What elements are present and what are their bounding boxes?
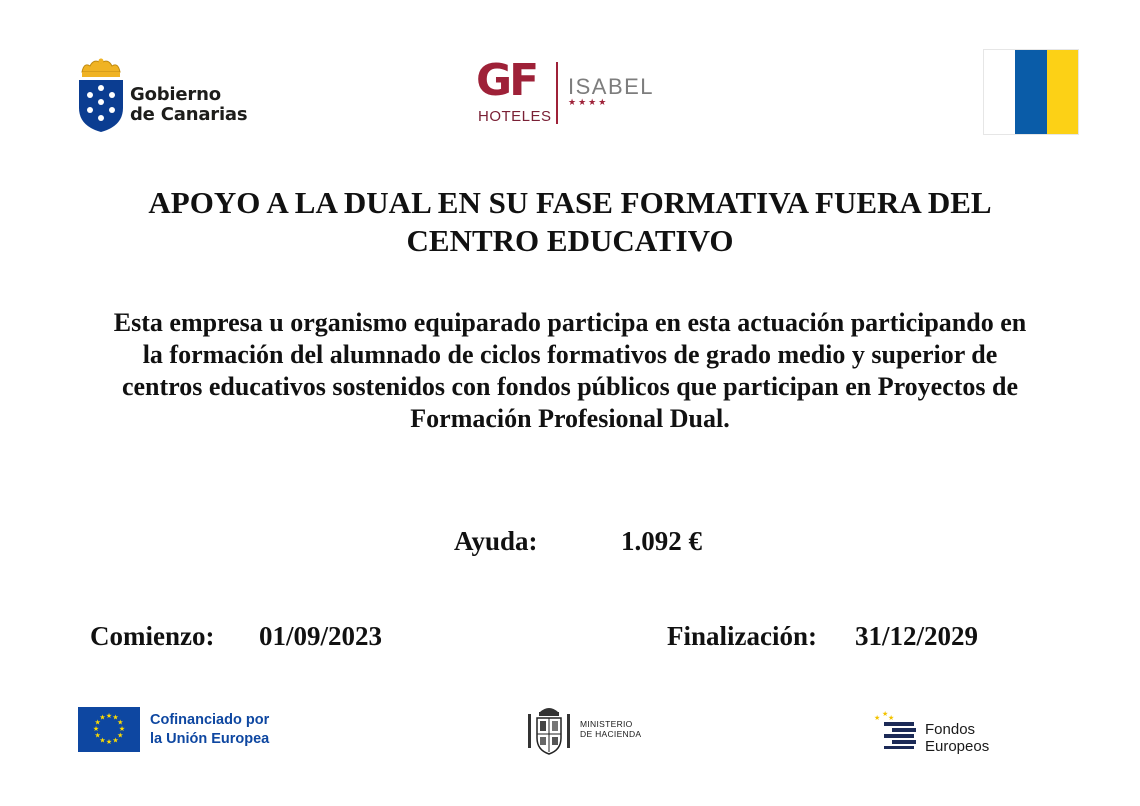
canary-islands-flag <box>984 50 1078 134</box>
hoteles-label: HOTELES <box>478 108 552 125</box>
svg-text:★: ★ <box>99 736 106 745</box>
fondos-europeos-text: Fondos Europeos <box>925 721 990 755</box>
svg-text:★: ★ <box>117 718 124 727</box>
svg-text:★: ★ <box>112 713 119 722</box>
finalizacion-date: 31/12/2029 <box>855 621 979 651</box>
fondos-europeos-icon <box>872 710 920 750</box>
finalizacion-label: Finalización: <box>667 621 817 651</box>
svg-text:★: ★ <box>882 710 889 718</box>
ministerio-hacienda-logo <box>524 704 654 756</box>
eu-cofinanced-logo <box>78 707 270 752</box>
logo-divider <box>556 62 558 124</box>
gobierno-de-canarias-wordmark: Gobierno de Canarias <box>130 84 248 125</box>
svg-text:★: ★ <box>117 731 124 740</box>
flag-stripe-yellow <box>1047 50 1078 134</box>
hotel-stars: ★★★★ <box>568 98 609 108</box>
gf-hoteles-isabel-logo <box>476 55 676 128</box>
svg-text:★: ★ <box>874 714 881 722</box>
spain-coat-of-arms-icon <box>524 704 574 756</box>
ministerio-hacienda-text: MINISTERIO DE HACIENDA <box>580 719 642 739</box>
svg-text:★: ★ <box>112 736 119 745</box>
comienzo-date: 01/09/2023 <box>259 621 383 651</box>
description-line-4: Formación Profesional Dual. <box>410 404 730 433</box>
description-paragraph <box>50 307 1090 435</box>
eu-cofinanced-text: Cofinanciado por la Unión Europea <box>150 712 270 747</box>
fondos-europeos-logo <box>872 710 1042 755</box>
description-line-2: la formación del alumnado de ciclos formativos de grado medio y superior de <box>142 340 998 369</box>
svg-text:★: ★ <box>94 731 101 740</box>
title-line-2: CENTRO EDUCATIVO <box>406 223 734 258</box>
svg-text:★: ★ <box>888 714 895 722</box>
title-line-1: APOYO A LA DUAL EN SU FASE FORMATIVA FUERA DEL <box>148 185 992 220</box>
svg-text:★: ★ <box>94 718 101 727</box>
ayuda-label: Ayuda: <box>454 526 538 556</box>
gobierno-de-canarias-logo <box>76 58 266 134</box>
description-line-3: centros educativos sostenidos con fondos públicos que participan en Proyectos de <box>121 372 1019 401</box>
ayuda-value: 1.092 € <box>621 526 702 556</box>
document-title <box>60 184 1080 260</box>
isabel-label: ISABEL <box>568 74 655 99</box>
comienzo-label: Comienzo: <box>90 621 215 651</box>
svg-text:★: ★ <box>99 713 106 722</box>
flag-stripe-blue <box>1015 50 1046 134</box>
svg-text:★: ★ <box>105 738 113 746</box>
svg-text:★: ★ <box>118 725 126 733</box>
svg-text:★: ★ <box>92 725 100 733</box>
description-line-1: Esta empresa u organismo equiparado participa en esta actuación participando en <box>113 308 1027 337</box>
flag-stripe-white <box>984 50 1015 134</box>
eu-flag-icon <box>78 707 140 752</box>
canarias-coat-of-arms-icon <box>76 58 126 134</box>
gf-letters: GF <box>476 55 537 106</box>
svg-text:★: ★ <box>105 712 113 720</box>
